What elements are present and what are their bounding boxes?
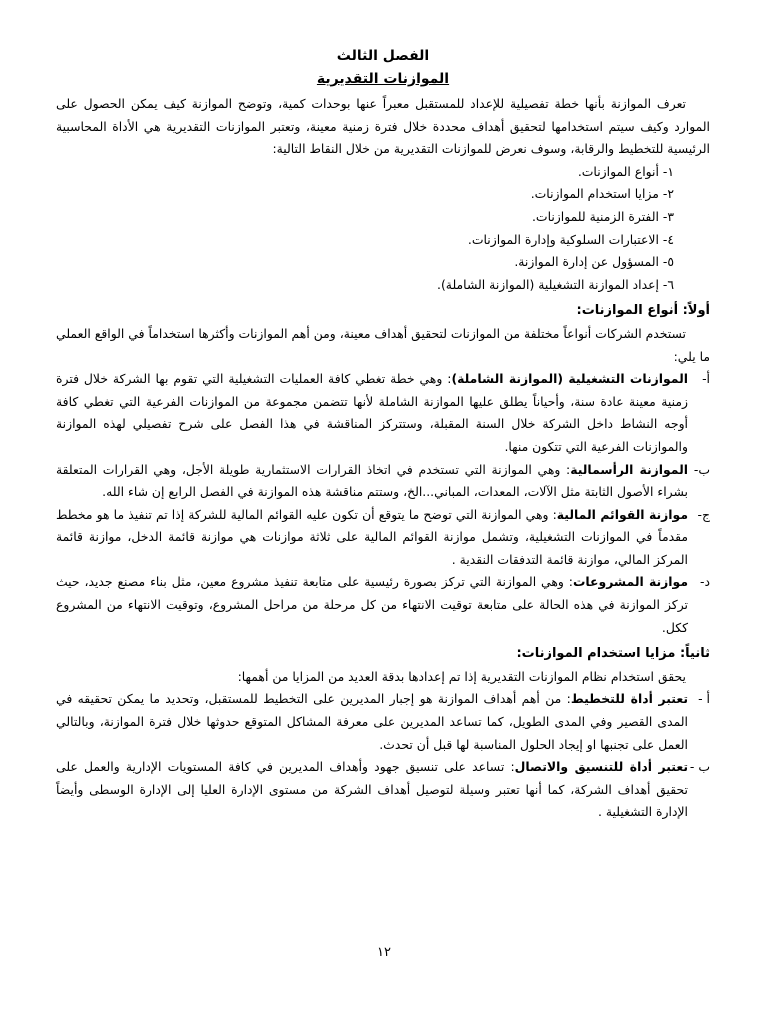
topic-point: ٦- إعداد الموازنة التشغيلية (الموازنة الشاملة).	[437, 276, 674, 292]
topic-title: الموازنات التقديرية	[316, 71, 450, 87]
item-body	[56, 688, 688, 756]
item-text: : تساعد على تنسيق جهود وأهداف المديرين في كافة المستويات الإدارية والعمل على تحقيق أهداف الشركة، كما أنها تعتبر وسيلة لتوصيل أهداف الشركة من مستوى الإدارة العليا إلى الإدارة الوسطى وأيضاً الإدارة التشغيلية .	[56, 759, 688, 820]
item-text: : وهي الموازنة التي تستخدم في اتخاذ القرارات الاستثمارية طويلة الأجل، وهي القرارات المتعلقة بشراء الأصول الثابتة مثل الآلات، المعدات، المباني...الخ، وستتم مناقشة هذه الموازنة في الفصل الرابع إن شاء الله.	[56, 461, 688, 500]
item-term: موازنة المشروعات	[572, 574, 688, 590]
item-marker: ب -	[689, 759, 710, 775]
item-marker: ج-	[697, 506, 710, 522]
topics-list	[56, 161, 710, 297]
item-body	[56, 504, 688, 572]
item-body	[56, 756, 688, 824]
topic-point: ٢- مزايا استخدام الموازنات.	[530, 186, 674, 202]
list-item	[56, 459, 710, 504]
list-item	[56, 571, 710, 639]
item-text: : من أهم أهداف الموازنة هو إجبار المديرين على التخطيط للمستقبل، وتحديد ما يمكن تحقيقه في المدى القصير وفي المدى الطويل، كما تساعد المديرين على معرفة المشاكل المتوقع حدوثها خلال فترة الموازنة، وبالتالي العمل على تجنبها او إيجاد الحلول المناسبة لها قبل أن تحدث.	[56, 691, 688, 752]
item-body	[56, 459, 688, 504]
list-item	[56, 368, 710, 458]
item-text: : وهي الموازنة التي توضح ما يتوقع أن تكون عليه القوائم المالية للشركة إذا تم تنفيذ ما هو مخطط مقدماً في الموازنات التشغيلية، وتشمل موازنة القوائم المالية على ثلاثة موازنات هي موازنة قائمة الدخل، موازنة قائمة المركز المالي، موازنة قائمة التدفقات النقدية .	[56, 506, 688, 567]
topic-point: ٥- المسؤول عن إدارة الموازنة.	[514, 254, 674, 270]
topic-point: ٤- الاعتبارات السلوكية وإدارة الموازنات.	[467, 231, 674, 247]
item-marker: أ-	[702, 371, 710, 387]
item-text: : وهي خطة تغطي كافة العمليات التشغيلية التي تقوم بها الشركة خلال فترة زمنية معينة عادة سنة، وأحياناً يطلق عليها الموازنة الشاملة لأنها تتضمن مجموعة من الموازنات الفرعية التي تغطي كافة أوجه النشاط داخل الشركة خلال السنة المقبلة، وستتركز المناقشة في هذا الفصل على شرح تفصيلي لهذه الموازنة والموازنات الفرعية التي تتكون منها.	[56, 371, 688, 454]
item-marker: أ -	[698, 691, 710, 707]
item-term: تعتبر أداة للتخطيط	[570, 691, 689, 707]
chapter-title: الفصل الثالث	[336, 48, 430, 64]
intro-paragraph: تعرف الموازنة بأنها خطة تفصيلية للإعداد للمستقبل معبراً عنها بوحدات كمية، وتوضح الموازنة كيف يمكن الحصول على الموارد وكيف سيتم استخدامها لتحقيق أهداف محددة خلال فترة زمنية معينة، وتعتبر الموازنات التقديرية هي الأداة المحاسبية الرئيسية للتخطيط والرقابة، وسوف نعرض للموازنات التقديرية من خلال النقاط التالية:	[56, 96, 710, 157]
item-term: الموازنة الرأسمالية	[570, 461, 688, 477]
item-marker: ب-	[693, 461, 710, 477]
section-intro-advantages: يحقق استخدام نظام الموازنات التقديرية إذا تم إعدادها بدقة العديد من المزايا من أهمها:	[237, 668, 686, 684]
item-body	[56, 571, 688, 639]
item-term: موازنة القوائم المالية	[556, 506, 688, 522]
topic-point: ٣- الفترة الزمنية للموازنات.	[531, 208, 674, 224]
title-block	[56, 45, 710, 91]
section-heading-types: أولاً: أنواع الموازنات:	[576, 303, 710, 319]
item-body	[56, 368, 688, 458]
list-item	[56, 688, 710, 756]
list-item	[56, 504, 710, 572]
page-number: ١٢	[377, 945, 391, 960]
section-intro-types: تستخدم الشركات أنواعاً مختلفة من الموازنات لتحقيق أهداف معينة، ومن أهم الموازنات وأكثرها استخداماً في الواقع العملي ما يلي:	[56, 325, 710, 364]
item-term: تعتبر أداة للتنسيق والاتصال	[514, 759, 688, 775]
topic-point: ١- أنواع الموازنات.	[577, 163, 674, 179]
list-item	[56, 756, 710, 824]
item-term: الموازنات التشغيلية (الموازنة الشاملة)	[451, 371, 688, 387]
section-heading-advantages: ثانياً: مزايا استخدام الموازنات:	[516, 646, 710, 662]
item-marker: د-	[700, 574, 710, 590]
item-text: : وهي الموازنة التي تركز بصورة رئيسية على متابعة تنفيذ مشروع معين، مثل بناء مصنع جديد، حيث تركز الموازنة في هذه الحالة على متابعة توقيت الانتهاء من كل مرحلة من مراحل المشروع، وتوقيت الانتهاء من المشروع ككل.	[56, 574, 688, 635]
